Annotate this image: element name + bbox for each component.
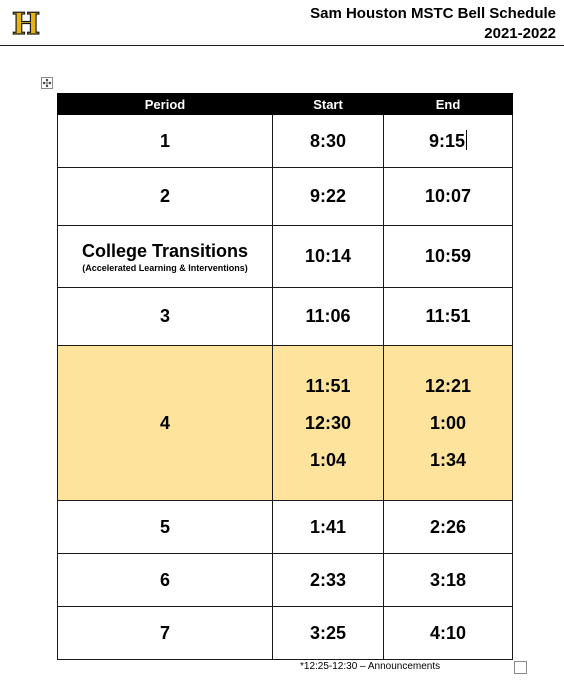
period-name: College Transitions: [81, 240, 249, 261]
period-cell: 6: [58, 554, 273, 607]
end-cell: 11:51: [384, 288, 513, 346]
period-cell: 7: [58, 607, 273, 660]
title-line-1: Sam Houston MSTC Bell Schedule: [310, 5, 556, 22]
start-cell: 3:25: [273, 607, 384, 660]
end-cell: 10:07: [384, 168, 513, 226]
logo-letter: H: [11, 7, 41, 42]
column-header-period: Period: [58, 94, 273, 115]
table-row: [58, 501, 513, 554]
table-row: [58, 554, 513, 607]
start-cell: 2:33: [273, 554, 384, 607]
period-cell: 3: [58, 288, 273, 346]
announcements-footnote: *12:25-12:30 – Announcements: [300, 661, 441, 672]
end-cell-text: 9:15: [428, 131, 466, 151]
start-cell: 1:41: [273, 501, 384, 554]
end-cell: 2:26: [384, 501, 513, 554]
start-time: 11:51: [305, 375, 351, 396]
start-time: 12:30: [304, 412, 352, 433]
column-header-start: Start: [273, 94, 384, 115]
period-cell: 2: [58, 168, 273, 226]
table-row: [58, 607, 513, 660]
table-row: [58, 288, 513, 346]
period-cell: 4: [58, 346, 273, 501]
period-cell: 1: [58, 115, 273, 168]
table-row-highlighted: [58, 346, 513, 501]
end-cell[interactable]: [384, 115, 513, 168]
start-cell: 8:30: [273, 115, 384, 168]
table-header-row: [58, 94, 513, 115]
table-row: [58, 168, 513, 226]
start-time: 1:04: [309, 449, 347, 470]
table-row: [58, 226, 513, 288]
end-cell: 10:59: [384, 226, 513, 288]
period-cell: 5: [58, 501, 273, 554]
school-logo: [12, 9, 40, 41]
end-cell: [384, 346, 513, 501]
document-title: [310, 4, 556, 44]
end-cell: 3:18: [384, 554, 513, 607]
start-cell: [273, 346, 384, 501]
header-rule: [0, 45, 564, 46]
end-time: 1:34: [429, 449, 467, 470]
start-cell: 9:22: [273, 168, 384, 226]
resize-handle-icon[interactable]: [514, 661, 527, 674]
end-time: 1:00: [429, 412, 467, 433]
period-cell: [58, 226, 273, 288]
end-cell: 4:10: [384, 607, 513, 660]
start-cell: 10:14: [273, 226, 384, 288]
text-cursor: [466, 130, 467, 150]
bell-schedule-table: [57, 93, 513, 660]
column-header-end: End: [384, 94, 513, 115]
title-line-2: 2021-2022: [484, 25, 556, 42]
period-subtitle: (Accelerated Learning & Interventions): [82, 262, 248, 273]
start-cell: 11:06: [273, 288, 384, 346]
end-time: 12:21: [424, 375, 472, 396]
table-row: [58, 115, 513, 168]
table-move-handle-icon[interactable]: ✣: [42, 78, 52, 90]
